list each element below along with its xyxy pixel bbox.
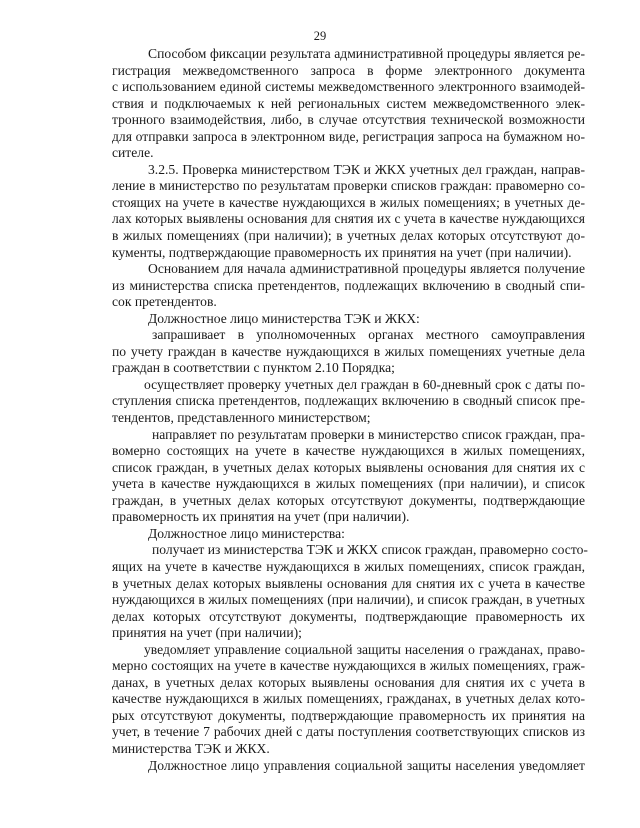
text-line: стоящих на учете в качестве нуждающихся в жилых помещениях; в учетных де-: [112, 194, 585, 210]
text-line: получает из министерства ТЭК и ЖКХ список граждан, правомерно состо-: [152, 542, 588, 558]
text-line: ящих на учете в качестве нуждающихся в жилых помещениях, список граждан,: [112, 558, 585, 574]
text-line: учет, в течение 7 рабочих дней с даты поступления соответствующих списков из: [112, 724, 585, 740]
text-line: учета в качестве нуждающихся в жилых помещениях (при наличии), и список: [112, 476, 585, 492]
text-line: ствия и подключаемых к ней региональных систем межведомственного элек-: [112, 95, 585, 111]
document-body: [112, 46, 588, 774]
text-line: ление в министерство по результатам проверки списков граждан: правомерно со-: [112, 178, 585, 194]
text-line: Должностное лицо управления социальной защиты населения уведомляет: [148, 757, 585, 773]
text-line: данах, в учетных делах которых выявлены основания для снятия их с учета в: [112, 674, 585, 690]
text-line: рых отсутствуют документы, подтверждающие правомерность их принятия на: [112, 707, 585, 723]
text-line: Должностное лицо министерства:: [148, 525, 345, 541]
text-line: 3.2.5. Проверка министерством ТЭК и ЖКХ учетных дел граждан, направ-: [148, 161, 585, 177]
text-line: вомерно состоящих на учете в качестве нуждающихся в жилых помещениях,: [112, 443, 585, 459]
text-line: сок претендентов.: [112, 294, 217, 310]
text-line: Должностное лицо министерства ТЭК и ЖКХ:: [148, 310, 420, 326]
text-line: уведомляет управление социальной защиты населения о гражданах, право-: [144, 641, 585, 657]
text-line: направляет по результатам проверки в министерство список граждан, пра-: [152, 426, 585, 442]
text-line: сителе.: [112, 145, 154, 161]
text-line: по учету граждан в качестве нуждающихся в жилых помещениях учетные дела: [112, 343, 585, 359]
text-line: качестве нуждающихся в жилых помещениях, гражданах, в учетных делах кото-: [112, 691, 585, 707]
text-line: нуждающихся в жилых помещениях (при наличии), и список граждан, в учетных: [112, 592, 585, 608]
page-number: 29: [313, 29, 327, 43]
text-line: гистрация межведомственного запроса в форме электронного документа: [112, 62, 585, 78]
text-line: с использованием единой системы межведомственного электронного взаимодей-: [112, 79, 585, 95]
text-line: ступления списка претендентов, подлежащих включению в сводный список пре-: [112, 393, 585, 409]
text-line: в жилых помещениях (при наличии); в учетных делах которых отсутствуют до-: [112, 228, 585, 244]
text-line: делах которых отсутствуют документы, подтверждающие правомерность их: [112, 608, 585, 624]
text-line: лах которых выявлены основания для снятия их с учета в качестве нуждающихся: [112, 211, 585, 227]
text-line: принятия на учет (при наличии);: [112, 625, 302, 641]
text-line: в учетных делах которых выявлены основания для снятия их с учета в качестве: [112, 575, 585, 591]
text-line: кументы, подтверждающие правомерность их принятия на учет (при наличии).: [112, 244, 572, 260]
text-line: Основанием для начала административной процедуры является получение: [148, 261, 585, 277]
text-line: граждан, в учетных делах которых отсутствуют документы, подтверждающие: [112, 492, 585, 508]
text-line: осуществляет проверку учетных дел граждан в 60-дневный срок с даты по-: [144, 376, 585, 392]
text-line: список граждан, в учетных делах которых выявлены основания для снятия их с: [112, 459, 585, 475]
text-line: для отправки запроса в электронном виде, регистрация запроса на бумажном но-: [112, 128, 585, 144]
text-line: запрашивает в уполномоченных органах местного самоуправления: [152, 327, 585, 343]
text-line: тронного взаимодействия, либо, в случае отсутствия технической возможности: [112, 112, 585, 128]
text-line: Способом фиксации результата административной процедуры является ре-: [148, 46, 585, 61]
text-line: правомерность их принятия на учет (при наличии).: [112, 509, 410, 525]
text-line: тендентов, представленного министерством;: [112, 410, 371, 426]
text-line: мерно состоящих на учете в качестве нуждающихся в жилых помещениях, граж-: [112, 658, 585, 674]
text-line: из министерства списка претендентов, подлежащих включению в сводный спи-: [112, 277, 585, 293]
text-line: граждан в соответствии с пунктом 2.10 Порядка;: [112, 360, 395, 376]
text-line: министерства ТЭК и ЖКХ.: [112, 740, 270, 756]
